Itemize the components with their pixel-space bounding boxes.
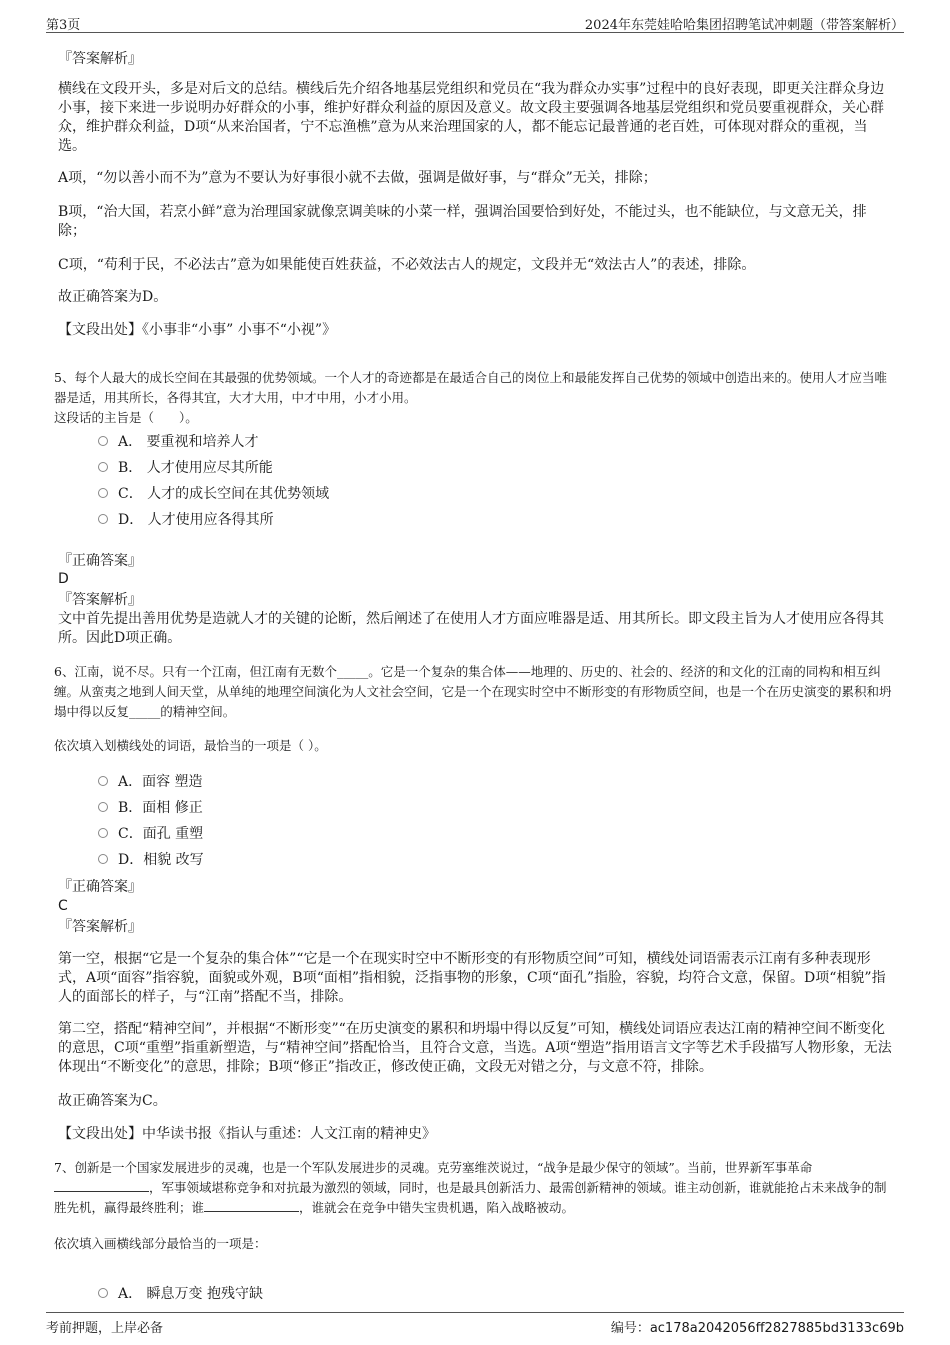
q7-stem: 7、创新是一个国家发展进步的灵魂，也是一个军队发展进步的灵魂。克劳塞维茨说过，“战争是最少保守的领域”。当前，世界新军事革命，军事领域堪称竞争和对抗最为激烈的领域，同时，也是最具创新活力、最需创新精神的领域。谁主动创新，谁就能抢占未来战争的制胜先机，赢得最终胜利；谁 ，谁就会在竞争中错失宝贵机遇，陷入战略被动。	[54, 1160, 887, 1215]
q7-blank-2	[204, 1199, 299, 1212]
page-header	[46, 12, 904, 33]
q4-conclusion: 故正确答案为D。	[58, 289, 168, 305]
q4-analysis-p4: C项，“苟利于民，不必法古”意为如果能使百姓获益，不必效法古人的规定，文段并无“效法古人”的表述，排除。	[58, 257, 756, 273]
q5-option-d[interactable]: D． 人才使用应各得其所	[98, 511, 274, 529]
q5-option-b[interactable]: B． 人才使用应尽其所能	[98, 459, 273, 477]
q5-option-a[interactable]: A． 要重视和培养人才	[98, 433, 259, 451]
radio-icon[interactable]	[98, 514, 108, 524]
q5-analysis-label: 『答案解析』	[58, 592, 142, 608]
q5-analysis: 文中首先提出善用优势是造就人才的关键的论断，然后阐述了在使用人才方面应唯器是适、用其所长。即文段主旨为人才使用应各得其所。因此D项正确。	[58, 611, 884, 646]
q5-answer-label: 『正确答案』	[58, 553, 142, 569]
q6-answer: C	[58, 898, 68, 914]
q4-analysis-p1: 横线在文段开头，多是对后文的总结。横线后先介绍各地基层党组织和党员在“我为群众办实事”过程中的良好表现，即更关注群众身边小事，接下来进一步说明办好群众的小事，维护好群众利益的原因及意义。故文段主要强调各地基层党组织和党员要重视群众，关心群众，维护群众利益，D项“从来治国者，宁不忘渔樵”意为从来治理国家的人，都不能忘记最普通的老百姓，可体现对群众的重视，当选。	[58, 81, 885, 154]
radio-icon[interactable]	[98, 828, 108, 838]
q5-question: 这段话的主旨是（ ）。	[54, 410, 198, 425]
q5-stem: 5、每个人最大的成长空间在其最强的优势领域。一个人才的奇迹都是在最适合自己的岗位上和最能发挥自己优势的领域中创造出来的。使用人才应当唯器是适，用其所长，各得其宜，大才大用，中才中用，小才小用。	[54, 370, 887, 405]
q7-question: 依次填入画横线部分最恰当的一项是：	[54, 1236, 267, 1251]
page-footer	[46, 1312, 904, 1335]
q6-analysis-p1: 第一空，根据“它是一个复杂的集合体”“它是一个在现实时空中不断形变的有形物质空间”可知，横线处词语需表示江南有多种表现形式，A项“面容”指容貌，面貌或外观，B项“面相”指相貌，泛指事物的形象，C项“面孔”指脸，容貌，均符合文意，保留。D项“相貌”指人的面部长的样子，与“江南”搭配不当，排除。	[58, 951, 886, 1005]
radio-icon[interactable]	[98, 802, 108, 812]
q6-option-b[interactable]: B．面相 修正	[98, 799, 203, 817]
q6-conclusion: 故正确答案为C。	[58, 1093, 167, 1109]
q4-analysis-p2: A项，“勿以善小而不为”意为不要认为好事很小就不去做，强调是做好事，与“群众”无关，排除；	[58, 170, 657, 186]
radio-icon[interactable]	[98, 436, 108, 446]
q6-question: 依次填入划横线处的词语，最恰当的一项是（ ）。	[54, 738, 327, 753]
q5-option-c[interactable]: C． 人才的成长空间在其优势领域	[98, 485, 329, 503]
q5-answer: D	[58, 571, 69, 587]
q4-source: 【文段出处】《小事非“小事” 小事不“小视”》	[58, 322, 337, 338]
document-id: 编号：ac178a2042056ff2827885bd3133c69b	[610, 1321, 904, 1336]
footer-slogan: 考前押题，上岸必备	[46, 1321, 164, 1336]
radio-icon[interactable]	[98, 1288, 108, 1298]
radio-icon[interactable]	[98, 488, 108, 498]
q7-blank-1	[54, 1179, 149, 1192]
q6-option-c[interactable]: C．面孔 重塑	[98, 825, 203, 843]
radio-icon[interactable]	[98, 854, 108, 864]
radio-icon[interactable]	[98, 462, 108, 472]
q6-analysis-p2: 第二空，搭配“精神空间”，并根据“不断形变”“在历史演变的累积和坍塌中得以反复”可知，横线处词语应表达江南的精神空间不断变化的意思，C项“重塑”指重新塑造，与“精神空间”搭配恰当，且符合文意，当选。A项“塑造”指用语言文字等艺术手段描写人物形象，无法体现出“不断变化”的意思，排除；B项“修正”指改正，修改使正确，文段无对错之分，与文意不符，排除。	[58, 1021, 892, 1075]
document-title: 2024年东莞娃哈哈集团招聘笔试冲刺题（带答案解析）	[584, 18, 904, 33]
radio-icon[interactable]	[98, 776, 108, 786]
q6-source: 【文段出处】中华读书报《指认与重述：人文江南的精神史》	[58, 1126, 436, 1142]
q6-analysis-label: 『答案解析』	[58, 919, 142, 935]
q7-option-a[interactable]: A． 瞬息万变 抱残守缺	[98, 1285, 263, 1303]
q6-option-d[interactable]: D．相貌 改写	[98, 851, 204, 869]
q4-analysis-p3: B项，“治大国，若烹小鲜”意为治理国家就像烹调美味的小菜一样，强调治国要恰到好处，不能过头，也不能缺位，与文意无关，排除；	[58, 204, 867, 239]
q4-analysis-label: 『答案解析』	[58, 51, 142, 67]
page-number: 第3页	[46, 18, 81, 33]
q6-option-a[interactable]: A．面容 塑造	[98, 773, 203, 791]
q6-stem: 6、江南，说不尽。只有一个江南，但江南有无数个_____。它是一个复杂的集合体——地理的、历史的、社会的、经济的和文化的江南的同构和相互纠缠。从蛮夷之地到人间天堂，从单纯的地理空间演化为人文社会空间，它是一个在现实时空中不断形变的有形物质空间，也是一个在历史演变的累积和坍塌中得以反复_____的精神空间。	[54, 664, 892, 719]
q6-answer-label: 『正确答案』	[58, 879, 142, 895]
